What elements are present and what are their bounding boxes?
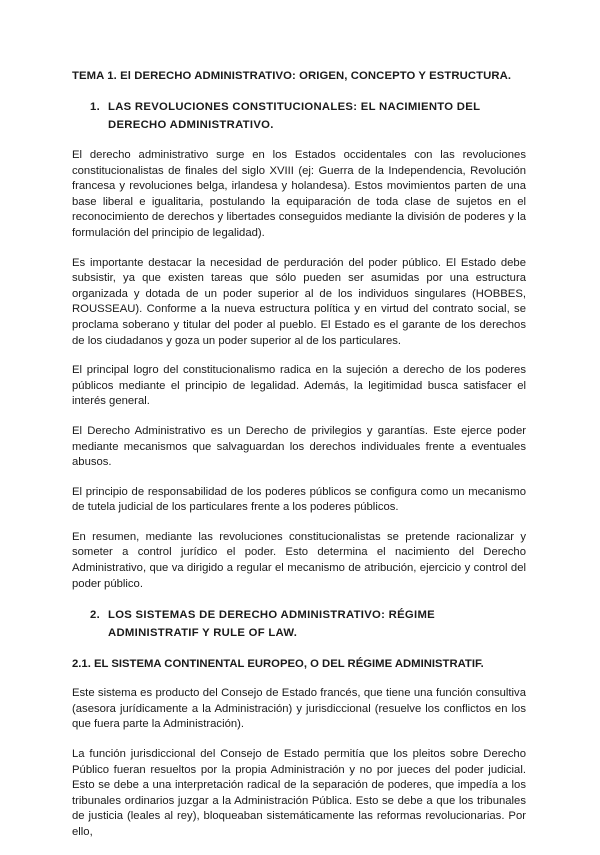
paragraph: El principal logro del constitucionalismo radica en la sujeción a derecho de los poderes públicos mediante el principio de legalidad. Además, la legitimidad busca satisfacer el interés general. [72, 364, 526, 408]
document-title: TEMA 1. El DERECHO ADMINISTRATIVO: ORIGEN, CONCEPTO Y ESTRUCTURA. [72, 70, 512, 82]
paragraph: El derecho administrativo surge en los Estados occidentales con las revoluciones constitucionalistas de finales del siglo XVIII (ej: Guerra de la Independencia, Revolución francesa y revoluciones belga, irlandesa y holandesa). Estos movimientos parten de una base liberal e igualitaria, postulando la equiparación de toda clase de sujetos en el reconocimiento de derechos y libertades conseguidos mediante la división de poderes y la formulación del principio de legalidad). [72, 149, 526, 239]
paragraph: Es importante destacar la necesidad de perduración del poder público. El Estado debe subsistir, ya que existen tareas que sólo pueden ser asumidas por una estructura organizada y dotada de un poder superior al de los individuos singulares (HOBBES, ROUSSEAU). Conforme a la nueva estructura política y en virtud del contrato social, se proclama soberano y titular del poder al pueblo. El Estado es el garante de los derechos de los ciudadanos y goza un poder superior al de los particulares. [72, 256, 526, 347]
paragraph: El principio de responsabilidad de los poderes públicos se configura como un mecanismo de tutela judicial de los particulares frente a los poderes públicos. [72, 485, 526, 514]
section-1-heading-text: LAS REVOLUCIONES CONSTITUCIONALES: EL NACIMIENTO DEL DERECHO ADMINISTRATIVO. [108, 101, 481, 131]
document-content [72, 70, 526, 855]
section-1-heading [90, 98, 526, 134]
paragraph: La función jurisdiccional del Consejo de Estado permitía que los pleitos sobre Derecho Público fueran resueltos por la propia Administración y no por jueces del poder judicial. Esto se debe a una interpretación radical de la separación de poderes, que impedía a los tribunales ordinarios juzgar a la Administración Pública. Esto se debe a que los tribunales de justicia (leales al rey), bloqueaban sistemáticamente las reformas revolucionarias. Por ello, [72, 748, 526, 838]
section-2-heading-text: LOS SISTEMAS DE DERECHO ADMINISTRATIVO: RÉGIME ADMINISTRATIF Y RULE OF LAW. [108, 609, 435, 640]
paragraph: Este sistema es producto del Consejo de Estado francés, que tiene una función consultiva (asesora jurídicamente a la Administración) y jurisdiccional (resuelve los conflictos en los que fuera parte la Administración). [72, 687, 526, 731]
subsection-2-1-heading: 2.1. EL SISTEMA CONTINENTAL EUROPEO, O DEL RÉGIME ADMINISTRATIF. [72, 658, 484, 671]
paragraph: El Derecho Administrativo es un Derecho de privilegios y garantías. Este ejerce poder mediante mecanismos que salvaguardan los derechos individuales frente a eventuales abusos. [72, 424, 526, 469]
section-2-heading [90, 606, 526, 642]
section-1-number: 1. [90, 101, 101, 113]
paragraph: En resumen, mediante las revoluciones constitucionalistas se pretende racionalizar y someter a control jurídico el poder. Esto determina el nacimiento del Derecho Administrativo, que va dirigido a regular el mecanismo de atribución, ejercicio y control del poder público. [72, 530, 526, 590]
section-2-number: 2. [90, 609, 101, 622]
